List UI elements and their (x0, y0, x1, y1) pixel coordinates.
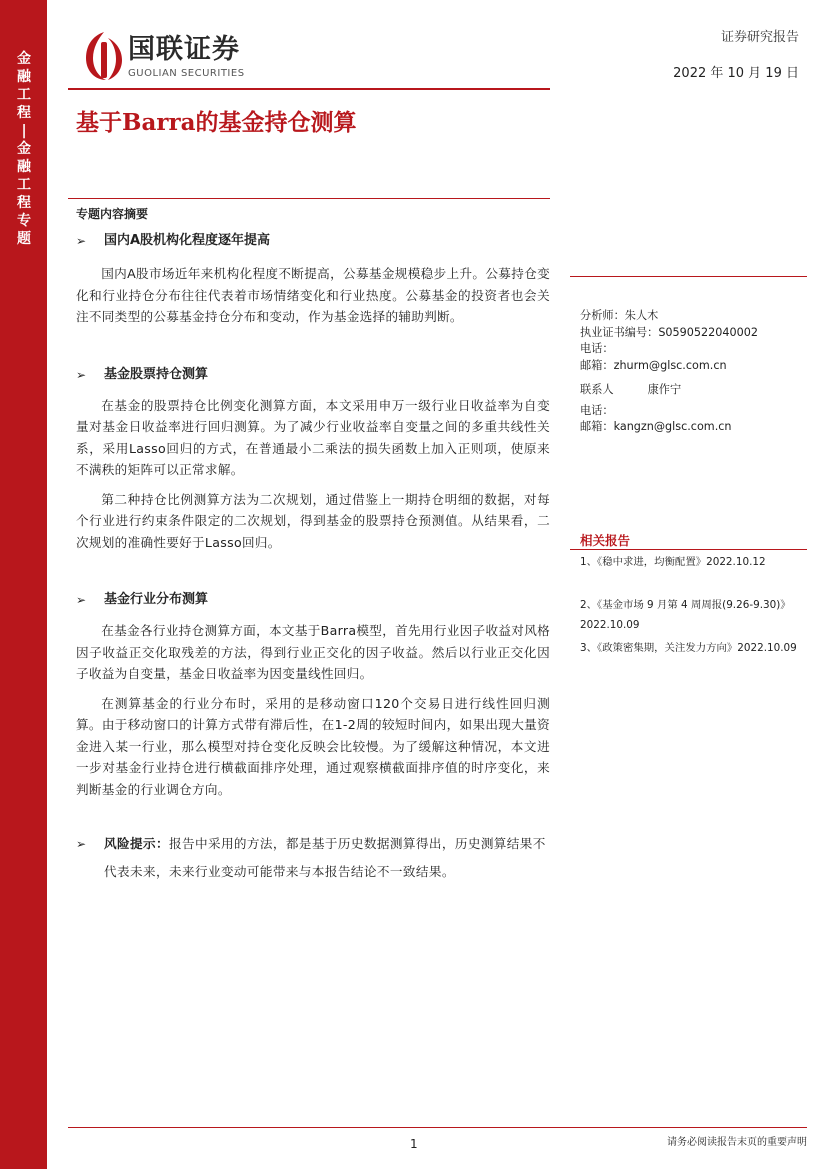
paragraph: 在基金各行业持仓测算方面，本文基于Barra模型，首先用行业因子收益对风格因子收益正交化取残差的方法，得到行业正交化的因子收益。然后以行业正交化因子收益为自变量，基金日收益率为因变量线性回归。 (76, 623, 550, 681)
section-heading (76, 364, 550, 386)
sidebar-label-char: 专 (17, 213, 31, 229)
header-divider (68, 88, 550, 90)
sidebar-label-char: 融 (17, 69, 31, 85)
sidebar-label (13, 50, 35, 248)
analyst-name: 分析师：朱人木 (580, 309, 659, 322)
contact-email-line (580, 419, 810, 436)
sidebar-label-char: 融 (17, 159, 31, 175)
page-number: 1 (410, 1137, 418, 1151)
bullet-arrow-icon: ➢ (76, 234, 87, 248)
section-heading (76, 589, 550, 611)
cert-label: 执业证书编号： (580, 325, 659, 339)
contact-phone-label: 电话： (580, 403, 614, 417)
sidebar-label-char: 金 (17, 141, 31, 157)
risk-text: 报告中采用的方法，都是基于历史数据测算得出，历史测算结果不代表未来，未来行业变动可能带来与本报告结论不一致结果。 (104, 836, 546, 879)
summary-divider (68, 198, 550, 199)
risk-notice (76, 830, 550, 886)
contact-name: 康作宁 (647, 383, 682, 396)
phone-label: 电话： (580, 342, 614, 355)
risk-label: 风险提示： (104, 836, 169, 851)
related-report-item[interactable]: 1、《稳中求进，均衡配置》2022.10.12 (580, 556, 766, 568)
sidebar-label-char: 金 (17, 51, 31, 67)
related-report-item[interactable]: 2022.10.09 (580, 619, 640, 631)
paragraph: 第二种持仓比例测算方法为二次规划，通过借鉴上一期持仓明细的数据，对每个行业进行约束条件限定的二次规划，得到基金的股票持仓预测值。从结果看，二次规划的准确性要好于Lasso回归。 (76, 491, 550, 550)
email-line (580, 358, 810, 375)
contact-line (580, 382, 810, 399)
bullet-arrow-icon: ➢ (76, 593, 87, 607)
section-heading-text: 基金行业分布测算 (104, 592, 209, 607)
sidebar-label-char: 程 (17, 195, 31, 211)
cert-line (580, 325, 810, 342)
related-report-item[interactable]: 2、《基金市场 9 月第 4 周周报(9.26-9.30)》 (580, 599, 791, 611)
report-date: 2022 年 10 月 19 日 (673, 66, 799, 81)
email-label: 邮箱： (580, 358, 614, 372)
sidebar-label-char: 工 (17, 87, 31, 103)
analyst-email[interactable]: zhurm@glsc.com.cn (613, 358, 727, 372)
related-divider (570, 549, 807, 550)
section-heading-text: 基金股票持仓测算 (104, 366, 209, 382)
sidebar-label-char: 程 (17, 105, 31, 121)
footer-disclaimer: 请务必阅读报告末页的重要声明 (667, 1137, 807, 1148)
related-reports-title: 相关报告 (580, 533, 631, 548)
section-heading (76, 230, 550, 252)
summary-body (76, 230, 550, 886)
brand-name-cn: 国联证券 (128, 34, 240, 65)
summary-label: 专题内容摘要 (76, 207, 149, 221)
related-report-item[interactable]: 3、《政策密集期，关注发力方向》2022.10.09 (580, 642, 797, 654)
contact-label: 联系人 (580, 383, 614, 396)
sidebar-divider (570, 276, 807, 277)
paragraph: 国内A股市场近年来机构化程度不断提高，公募基金规模稳步上升。公募持仓变化和行业持仓分布往往代表着市场情绪变化和行业热度。公募基金的投资者也会关注不同类型的公募基金持仓分布和变动，作为基金选择的辅助判断。 (76, 266, 550, 324)
bullet-arrow-icon: ➢ (76, 367, 87, 382)
cert-number: S0590522040002 (658, 325, 758, 339)
logo-mark-icon (82, 28, 126, 84)
paragraph: 在测算基金的行业分布时，采用的是移动窗口120个交易日进行线性回归测算。由于移动窗口的计算方式带有滞后性，在1-2周的较短时间内，如果出现大量资金进入某一行业，那么模型对持仓变化反映会比较慢。为了缓解这种情况，本文进一步对基金行业持仓进行横截面排序处理，通过观察横截面排序值的时序变化，来判断基金的行业调仓方向。 (76, 695, 550, 797)
bullet-arrow-icon: ➢ (76, 837, 87, 851)
company-logo (82, 28, 322, 84)
analyst-info (580, 308, 810, 436)
contact-email[interactable]: kangzn@glsc.com.cn (613, 420, 732, 433)
contact-email-label: 邮箱： (580, 420, 614, 433)
footer-divider (68, 1127, 807, 1128)
sidebar-label-char: 题 (17, 231, 31, 247)
section-heading-text: 国内A股机构化程度逐年提高 (104, 233, 271, 248)
report-title: 基于Barra的基金持仓测算 (76, 109, 357, 136)
sidebar-label-char: | (21, 123, 27, 139)
sidebar-label-char: 工 (17, 177, 31, 193)
paragraph: 在基金的股票持仓比例变化测算方面，本文采用申万一级行业日收益率为自变量对基金日收益率进行回归测算。为了减少行业收益率自变量之间的多重共线性关系，采用Lasso回归的方式，在普通最小二乘法的损失函数上加入正则项，使原来不满秩的矩阵可以正常求解。 (76, 397, 550, 477)
brand-name-en: GUOLIAN SECURITIES (128, 68, 245, 79)
report-type: 证券研究报告 (720, 30, 799, 45)
